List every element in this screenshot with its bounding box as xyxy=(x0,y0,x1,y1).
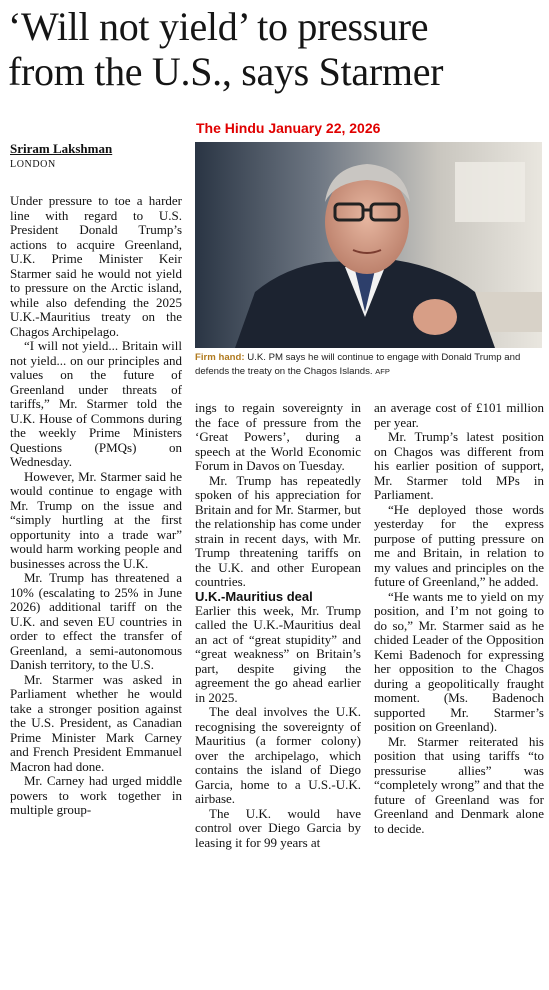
photo-caption xyxy=(195,351,547,379)
article-column-2 xyxy=(195,401,361,850)
paragraph: “He wants me to yield on my position, and I’m not going to do so,” Mr. Starmer said as he chided Leader of the Opposition Kemi Badenoch for expressing her opposition to the Chagos during a geopolitically fraught moment. (Ms. Badenoch supported Mr. Starmer’s position on Greenland). xyxy=(374,588,544,734)
source-label: The Hindu January 22, 2026 xyxy=(196,120,381,136)
paragraph: Mr. Starmer reiterated his position that using tariffs “to pressurise allies” was “completely wrong” and that the future of Greenland was for Greenland and Denmark alone to decide. xyxy=(374,733,544,836)
paragraph: However, Mr. Starmer said he would continue to engage with Mr. Trump on the issue and “simply hurtling at the first opportunity into a trade war” would harm working people and businesses across the U.K. xyxy=(10,468,182,571)
paragraph: Mr. Starmer was asked in Parliament whether he would take a stronger position against the U.S. President, as Canadian Prime Minister Mark Carney and French President Emmanuel Macron had done. xyxy=(10,671,182,774)
paragraph: an average cost of £101 million per year. xyxy=(374,400,544,430)
paragraph: Earlier this week, Mr. Trump called the U.K.-Mauritius deal an act of “great stupidity” and “great weakness” on Britain’s part, despite giving the agreement the go ahead earlier in 2025. xyxy=(195,602,361,705)
caption-text: U.K. PM says he will continue to engage with Donald Trump and defends the treaty on the Chagos Islands. xyxy=(195,352,521,377)
dateline: LONDON xyxy=(10,159,56,170)
subheading: U.K.-Mauritius deal xyxy=(195,588,313,604)
paragraph: Under pressure to toe a harder line with regard to U.S. President Donald Trump’s actions to acquire Greenland, U.K. Prime Minister Keir Starmer said he would not yield to pressure on the Arctic island, while also defending the 2025 U.K.-Mauritius treaty on the Chagos Archipelago. xyxy=(10,193,182,339)
paragraph: Mr. Carney had urged middle powers to work together in multiple group- xyxy=(10,773,182,817)
caption-lead: Firm hand: xyxy=(195,352,245,363)
paragraph: Mr. Trump has repeatedly spoken of his appreciation for Britain and for Mr. Starmer, but the relationship has come under strain in recent days, with Mr. Trump threatening tariffs on the U.K. and other European countries. xyxy=(195,472,361,589)
byline: Sriram Lakshman xyxy=(10,141,113,156)
article-column-3 xyxy=(374,401,544,836)
caption-credit: AFP xyxy=(375,367,390,376)
headline xyxy=(8,4,548,94)
paragraph: The deal involves the U.K. recognising the sovereignty of Mauritius (a former colony) over the archipelago, which contains the island of Diego Garcia, home to a U.S.-U.K. airbase. xyxy=(195,704,361,806)
paragraph: Mr. Trump’s latest position on Chagos was different from his earlier position of support, Mr. Starmer told MPs in Parliament. xyxy=(374,429,544,502)
headline-line-2: from the U.S., says Starmer xyxy=(8,49,444,94)
paragraph: Mr. Trump has threatened a 10% (escalating to 25% in June 2026) additional tariff on the U.K. and seven EU countries in order to effect the transfer of Greenland, a semi-autonomous Danish territory, to the U.S. xyxy=(10,570,182,672)
article-column-1 xyxy=(10,194,182,818)
paragraph: “He deployed those words yesterday for the express purpose of putting pressure on me and Britain, in relation to my values and principles on the future of Greenland,” he added. xyxy=(374,501,544,589)
paragraph: ings to regain sovereignty in the face of pressure from the ‘Great Powers’, during a speech at the World Economic Forum in Davos on Tuesday. xyxy=(195,400,361,473)
article-photo xyxy=(195,142,542,348)
paragraph: The U.K. would have control over Diego Garcia by leasing it for 99 years at xyxy=(195,805,361,850)
headline-line-1: ‘Will not yield’ to pressure xyxy=(8,4,429,49)
paragraph: “I will not yield... Britain will not yield... on our principles and values on the future of Greenland under threats of tariffs,” Mr. Starmer told the U.K. House of Commons during the weekly Prime Ministers Questions (PMQs) on Wednesday. xyxy=(10,338,182,469)
portrait-photo-icon xyxy=(195,142,542,348)
